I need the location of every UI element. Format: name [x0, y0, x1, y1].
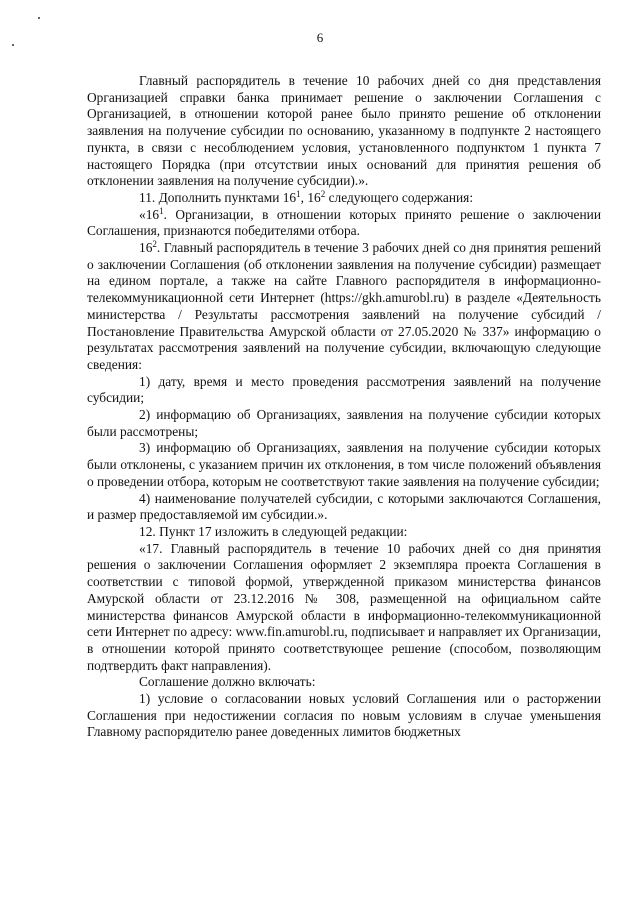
- paragraph: Соглашение должно включать:: [139, 674, 316, 690]
- list-item: 4) наименование получателей субсидии, с которыми заключаются Соглашения, и размер предоставляемой им субсидии.».: [87, 490, 601, 523]
- scan-speck: [38, 17, 40, 19]
- list-item: 2) информацию об Организациях, заявления на получение субсидии которых были рассмотрены;: [87, 407, 601, 439]
- page-number: 6: [316, 30, 324, 45]
- paragraph: «17. Главный распорядитель в течение 10 рабочих дней со дня принятия решения о заключении Соглашения оформляет 2 экземпляра проекта Соглашения в соответствии с типовой формой, утвержденной приказом министерства финансов Амурской области от 23.12.2016 № 308, размещенной на официальном сайте министерства финансов Амурской области в информационно-телекоммуникационной сети Интернет по адресу: www.fin.amurobl.ru, подписывает и направляет их Организации, в отношении которой принято соответствующее решение (способом, позволяющим подтвердить факт направления).: [87, 540, 601, 673]
- paragraph: 12. Пункт 17 изложить в следующей редакции:: [139, 523, 408, 539]
- paragraph: «$16^1$. Организации, в отношении которых принято решение о заключении Соглашения, признаются победителями отбора.: [87, 205, 601, 239]
- paragraph: 11. Дополнить пунктами $16^1$, $16^2$ следующего содержания:: [139, 188, 474, 205]
- list-item: 1) дату, время и место проведения рассмотрения заявлений на получение субсидии;: [87, 373, 601, 406]
- list-item: 1) условие о согласовании новых условий Соглашения или о расторжении Соглашения при недостижении согласия по новым условиям в случае уменьшения Главному распорядителю ранее доведенных лимитов бюджетных: [87, 691, 601, 740]
- list-item: 3) информацию об Организациях, заявления на получение субсидии которых были отклонены, с указанием причин их отклонения, в том числе положений объявления о проведении отбора, которым не соответствуют такие заявления на получение субсидии;: [87, 440, 601, 489]
- paragraph: Главный распорядитель в течение 10 рабочих дней со дня представления Организацией справки банка принимает решение о заключении Соглашения с Организацией, в отношении которой ранее было принято решение об отклонении заявления на получение субсидии по основанию, указанному в подпункте 2 настоящего пункта, в связи с несоблюдением условия, установленного подпунктом 1 пункта 7 настоящего Порядка (при отсутствии иных оснований для принятия решения об отклонении заявления на получение субсидии).».: [87, 73, 601, 189]
- document-body: [87, 73, 601, 741]
- paragraph: $16^2$. Главный распорядитель в течение 3 рабочих дней со дня принятия решений о заключении Соглашения (об отклонении заявления на получение субсидии) размещает на едином портале, а также на сайте Главного распорядителя в информационно-телекоммуникационной сети Интернет (https://gkh.amurobl.ru) в разделе «Деятельность министерства / Результаты рассмотрения заявлений на получение субсидий / Постановление Правительства Амурской области от 27.05.2020 № 337» информацию о результатах рассмотрения заявлений на получение субсидии, включающую следующие сведения:: [87, 239, 601, 372]
